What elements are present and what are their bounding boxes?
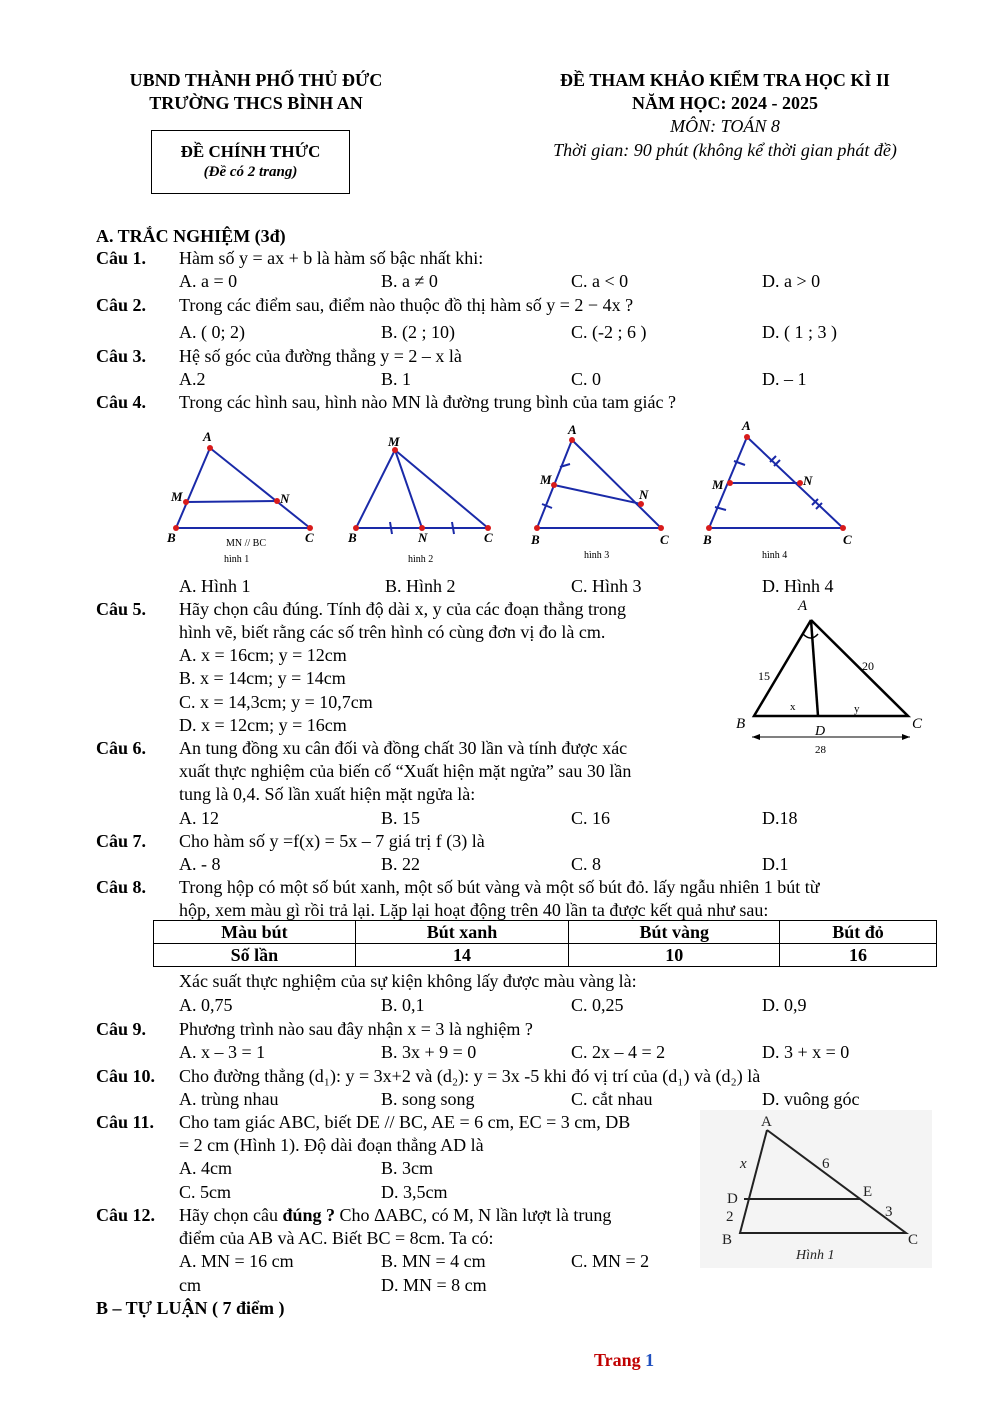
fig1-note: MN // BC [226, 538, 267, 549]
q11-figure [700, 1110, 932, 1268]
table-header-cell: Bút đỏ [780, 921, 937, 944]
q3-option-a: A.2 [179, 369, 206, 389]
svg-text:C: C [912, 716, 923, 732]
table-header-cell: Màu bút [154, 921, 356, 944]
svg-text:B: B [722, 1232, 733, 1248]
q11-option-c: C. 5cm [179, 1182, 231, 1202]
q2-option-b: B. (2 ; 10) [381, 322, 455, 342]
table-header-cell: Bút vàng [569, 921, 780, 944]
svg-text:A: A [761, 1114, 772, 1130]
q9-option-a: A. x – 3 = 1 [179, 1042, 266, 1062]
subject: MÔN: TOÁN 8 [670, 116, 780, 136]
q9-option-b: B. 3x + 9 = 0 [381, 1042, 477, 1062]
q11-option-d: D. 3,5cm [381, 1182, 448, 1202]
official-label: ĐỀ CHÍNH THỨC [180, 142, 321, 161]
q1-option-c: C. a < 0 [571, 271, 629, 291]
q10-number: Câu 10. [96, 1066, 156, 1086]
q7-text: Cho hàm số y =f(x) = 5x – 7 giá trị f (3) là [179, 831, 485, 851]
q6-line3: tung là 0,4. Số lần xuất hiện mặt ngửa là: [179, 784, 476, 804]
q3-option-b: B. 1 [381, 369, 412, 389]
q3-text: Hệ số góc của đường thẳng y = 2 – x là [179, 346, 462, 366]
q7-option-b: B. 22 [381, 854, 421, 874]
q12-line1-post: Cho ΔABC, có M, N lần lượt là trung [335, 1205, 612, 1225]
q12-option-c-cont: cm [179, 1275, 201, 1295]
q2-option-d: D. ( 1 ; 3 ) [762, 322, 837, 342]
q8-line1: Trong hộp có một số bút xanh, một số bút vàng và một số bút đỏ. lấy ngẫu nhiên 1 bút từ [179, 877, 820, 897]
q3-option-d: D. – 1 [762, 369, 807, 389]
q6-line1: An tung đồng xu cân đối và đồng chất 30 lần và tính được xác [179, 738, 628, 758]
svg-text:A: A [742, 418, 751, 433]
q11-line2: = 2 cm (Hình 1). Độ dài đoạn thẳng AD là [179, 1135, 484, 1155]
school-district: UBND THÀNH PHỐ THỦ ĐỨC [129, 70, 383, 90]
q12-option-b: B. MN = 4 cm [381, 1251, 486, 1271]
q6-option-c: C. 16 [571, 808, 611, 828]
q4-figures [150, 418, 870, 570]
q5-number: Câu 5. [96, 599, 147, 619]
q1-text: Hàm số y = ax + b là hàm số bậc nhất khi: [179, 248, 484, 268]
q3-number: Câu 3. [96, 346, 147, 366]
q6-option-b: B. 15 [381, 808, 421, 828]
q10-option-b: B. song song [381, 1089, 475, 1109]
q11-option-a: A. 4cm [179, 1158, 232, 1178]
fig1-triangle [176, 448, 310, 528]
svg-text:C: C [305, 530, 314, 545]
q8-option-b: B. 0,1 [381, 995, 425, 1015]
q4-option-c: C. Hình 3 [571, 576, 642, 596]
svg-text:N: N [418, 530, 428, 545]
svg-text:E: E [863, 1184, 873, 1200]
svg-text:M: M [171, 489, 183, 504]
q5-line2: hình vẽ, biết rằng các số trên hình có cùng đơn vị đo là cm. [179, 622, 606, 642]
svg-text:B: B [531, 532, 540, 547]
svg-text:B: B [703, 532, 712, 547]
q6-option-d: D.18 [762, 808, 798, 828]
svg-text:N: N [639, 487, 649, 502]
q10-option-d: D. vuông góc [762, 1089, 860, 1109]
q12-number: Câu 12. [96, 1205, 156, 1225]
q4-option-a: A. Hình 1 [179, 576, 251, 596]
fig3-caption: hình 3 [584, 550, 610, 561]
q11-figure-caption: Hình 1 [796, 1248, 835, 1263]
q7-option-d: D.1 [762, 854, 789, 874]
q6-line2: xuất thực nghiệm của biến cố “Xuất hiện mặt ngửa” sau 30 lần [179, 761, 632, 781]
q10-option-a: A. trùng nhau [179, 1089, 279, 1109]
svg-text:M: M [540, 472, 552, 487]
table-cell: 14 [355, 944, 569, 967]
svg-text:A: A [798, 598, 808, 614]
q9-option-c: C. 2x – 4 = 2 [571, 1042, 666, 1062]
q4-text: Trong các hình sau, hình nào MN là đường trung bình của tam giác ? [179, 392, 677, 412]
q5-line1: Hãy chọn câu đúng. Tính độ dài x, y của các đoạn thẳng trong [179, 599, 627, 619]
page-count-note: (Đề có 2 trang) [203, 164, 298, 180]
svg-text:2: 2 [726, 1209, 734, 1225]
q2-option-c: C. (-2 ; 6 ) [571, 322, 647, 342]
footer-page-number: 1 [645, 1350, 655, 1370]
section-b-title: B – TỰ LUẬN ( 7 điểm ) [96, 1298, 285, 1318]
svg-text:15: 15 [758, 669, 770, 683]
section-a-title: A. TRẮC NGHIỆM (3đ) [96, 226, 286, 246]
school-year: NĂM HỌC: 2024 - 2025 [632, 93, 818, 113]
q9-text: Phương trình nào sau đây nhận x = 3 là nghiệm ? [179, 1019, 533, 1039]
q7-option-a: A. - 8 [179, 854, 221, 874]
q12-option-a: A. MN = 16 cm [179, 1251, 294, 1271]
svg-text:28: 28 [815, 744, 826, 756]
svg-text:A: A [203, 429, 212, 444]
svg-text:A: A [568, 422, 577, 437]
table-header-row [154, 921, 937, 944]
q9-option-d: D. 3 + x = 0 [762, 1042, 850, 1062]
q5-option-a: A. x = 16cm; y = 12cm [179, 645, 347, 665]
q10-text: Cho đường thẳng (d₁): y = 3x+2 và (d₂): y = 3x -5 khi đó vị trí của (d₁) và (d₂) là [179, 1066, 761, 1086]
svg-text:C: C [843, 532, 852, 547]
q8-option-d: D. 0,9 [762, 995, 807, 1015]
exam-title: ĐỀ THAM KHẢO KIỂM TRA HỌC KÌ II [560, 70, 890, 90]
q5-option-d: D. x = 12cm; y = 16cm [179, 715, 347, 735]
q3-option-c: C. 0 [571, 369, 602, 389]
svg-text:C: C [660, 532, 669, 547]
q9-number: Câu 9. [96, 1019, 147, 1039]
fig1-mn [186, 501, 277, 502]
q12-line1-pre: Hãy chọn câu [179, 1205, 283, 1225]
page-footer [594, 1350, 654, 1371]
q7-number: Câu 7. [96, 831, 147, 851]
svg-text:x: x [740, 1156, 747, 1172]
svg-text:D: D [815, 724, 826, 739]
q2-option-a: A. ( 0; 2) [179, 322, 245, 342]
fig1-caption: hình 1 [224, 554, 250, 565]
q2-number: Câu 2. [96, 295, 147, 315]
q12-option-c: C. MN = 2 [571, 1251, 650, 1271]
q7-option-c: C. 8 [571, 854, 602, 874]
svg-text:C: C [908, 1232, 919, 1248]
official-box [151, 130, 350, 194]
svg-text:B: B [348, 530, 357, 545]
q4-option-d: D. Hình 4 [762, 576, 834, 596]
table-cell: 10 [569, 944, 780, 967]
q5-option-b: B. x = 14cm; y = 14cm [179, 668, 346, 688]
fig4-caption: hình 4 [762, 550, 788, 561]
q8-option-c: C. 0,25 [571, 995, 624, 1015]
q4-option-b: B. Hình 2 [385, 576, 456, 596]
q12-line1-bold: đúng ? [282, 1205, 336, 1225]
svg-text:N: N [803, 473, 813, 488]
q1-option-a: A. a = 0 [179, 271, 238, 291]
q11-option-b: B. 3cm [381, 1158, 433, 1178]
q12-line2: điểm của AB và AC. Biết BC = 8cm. Ta có: [179, 1228, 494, 1248]
q2-text: Trong các điểm sau, điểm nào thuộc đồ thị hàm số y = 2 − 4x ? [179, 295, 634, 315]
table-cell: 16 [780, 944, 937, 967]
q11-number: Câu 11. [96, 1112, 155, 1132]
svg-text:M: M [712, 477, 724, 492]
svg-text:y: y [854, 703, 860, 715]
footer-label: Trang [594, 1350, 641, 1370]
svg-text:M: M [388, 434, 400, 449]
q5-option-c: C. x = 14,3cm; y = 10,7cm [179, 692, 373, 712]
q8-table [153, 920, 937, 967]
q1-option-d: D. a > 0 [762, 271, 821, 291]
q4-number: Câu 4. [96, 392, 147, 412]
fig2-caption: hình 2 [408, 554, 434, 565]
q6-option-a: A. 12 [179, 808, 219, 828]
q6-number: Câu 6. [96, 738, 147, 758]
svg-text:D: D [727, 1191, 738, 1207]
table-cell: Số lần [154, 944, 356, 967]
q5-figure [728, 596, 938, 756]
q8-question: Xác suất thực nghiệm của sự kiện không lấy được màu vàng là: [179, 971, 637, 991]
fig2-triangle [356, 450, 488, 528]
svg-text:3: 3 [885, 1204, 893, 1220]
q12-option-d: D. MN = 8 cm [381, 1275, 487, 1295]
q8-number: Câu 8. [96, 877, 147, 897]
svg-text:C: C [484, 530, 493, 545]
school-name: TRƯỜNG THCS BÌNH AN [149, 93, 363, 113]
q1-option-b: B. a ≠ 0 [381, 271, 438, 291]
svg-text:20: 20 [862, 659, 874, 673]
q8-option-a: A. 0,75 [179, 995, 233, 1015]
q1-number: Câu 1. [96, 248, 147, 268]
table-row [154, 944, 937, 967]
svg-text:B: B [736, 716, 746, 732]
q8-line2: hộp, xem màu gì rồi trả lại. Lặp lại hoạt động trên 40 lần ta được kết quả như sau: [179, 900, 769, 920]
q12-line1 [179, 1205, 611, 1226]
svg-text:x: x [790, 701, 796, 713]
svg-text:6: 6 [822, 1156, 830, 1172]
svg-text:N: N [280, 491, 290, 506]
q11-line1: Cho tam giác ABC, biết DE // BC, AE = 6 cm, EC = 3 cm, DB [179, 1112, 631, 1132]
q10-option-c: C. cắt nhau [571, 1089, 653, 1109]
time-limit: Thời gian: 90 phút (không kể thời gian phát đề) [553, 140, 897, 160]
svg-text:B: B [167, 530, 176, 545]
table-header-cell: Bút xanh [355, 921, 569, 944]
